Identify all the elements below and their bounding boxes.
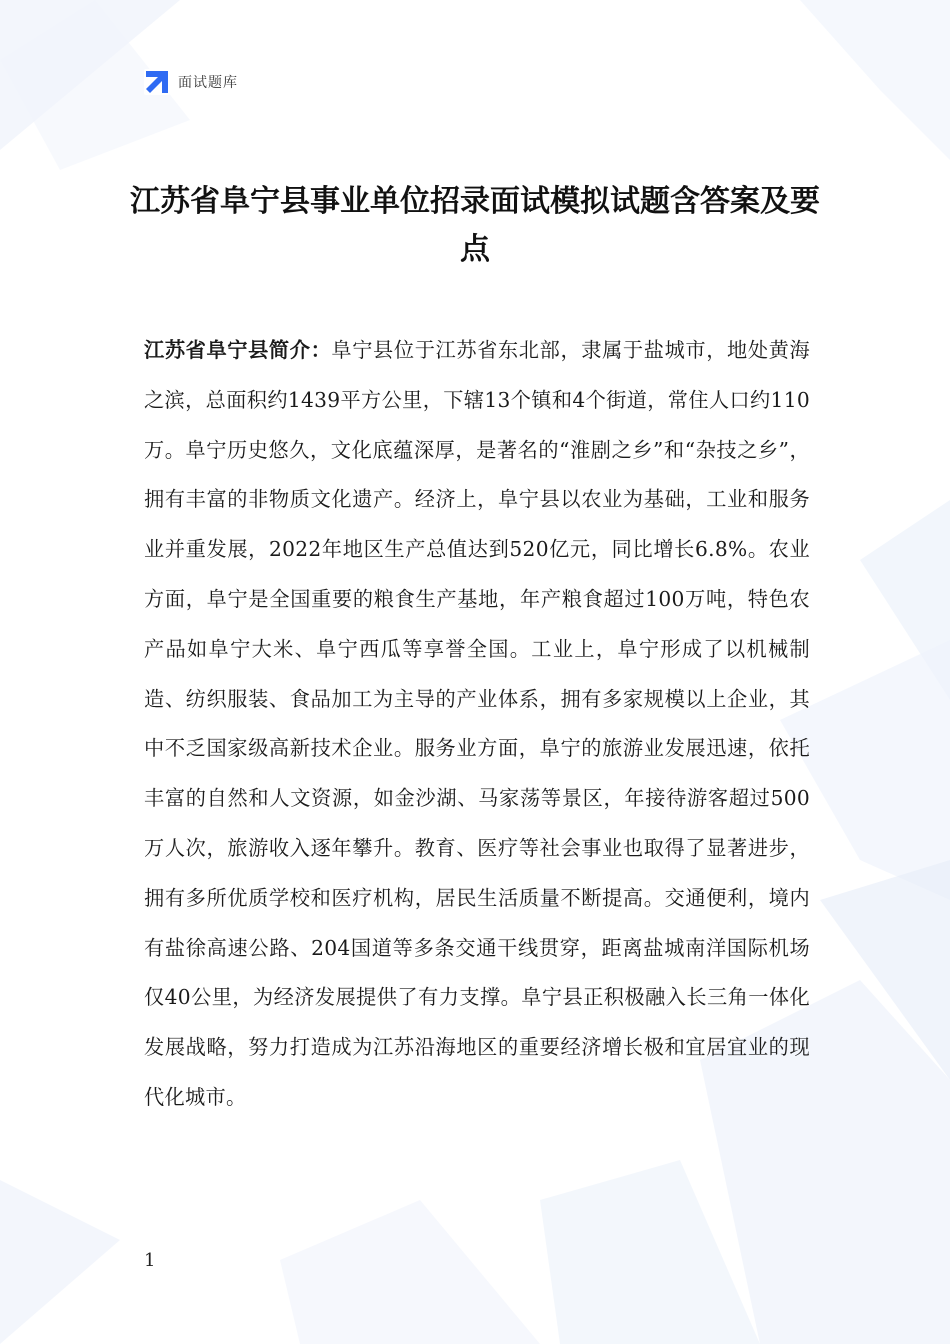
page-number: 1 bbox=[144, 1250, 156, 1271]
intro-body: 阜宁县位于江苏省东北部，隶属于盐城市，地处黄海之滨，总面积约1439平方公里，下辖13个镇和4个街道，常住人口约110万。阜宁历史悠久，文化底蕴深厚，是著名的“淮剧之乡”和“杂技之乡”，拥有丰富的非物质文化遗产。经济上，阜宁县以农业为基础，工业和服务业并重发展，2022年地区生产总值达到520亿元，同比增长6.8%。农业方面，阜宁是全国重要的粮食生产基地，年产粮食超过100万吨，特色农产品如阜宁大米、阜宁西瓜等享誉全国。工业上，阜宁形成了以机械制造、纺织服装、食品加工为主导的产业体系，拥有多家规模以上企业，其中不乏国家级高新技术企业。服务业方面，阜宁的旅游业发展迅速，依托丰富的自然和人文资源，如金沙湖、马家荡等景区，年接待游客超过500万人次，旅游收入逐年攀升。教育、医疗等社会事业也取得了显著进步，拥有多所优质学校和医疗机构，居民生活质量不断提高。交通便利，境内有盐徐高速公路、204国道等多条交通干线贯穿，距离盐城南洋国际机场仅40公里，为经济发展提供了有力支撑。阜宁县正积极融入长三角一体化发展战略，努力打造成为江苏沿海地区的重要经济增长极和宜居宜业的现代化城市。 bbox=[144, 338, 810, 1109]
intro-paragraph bbox=[144, 326, 810, 1123]
intro-lead: 江苏省阜宁县简介： bbox=[144, 338, 332, 362]
header bbox=[144, 68, 238, 96]
brand-name: 面试题库 bbox=[178, 75, 238, 91]
arrow-up-right-icon bbox=[144, 69, 170, 95]
document-title: 江苏省阜宁县事业单位招录面试模拟试题含答案及要点 bbox=[130, 184, 820, 267]
